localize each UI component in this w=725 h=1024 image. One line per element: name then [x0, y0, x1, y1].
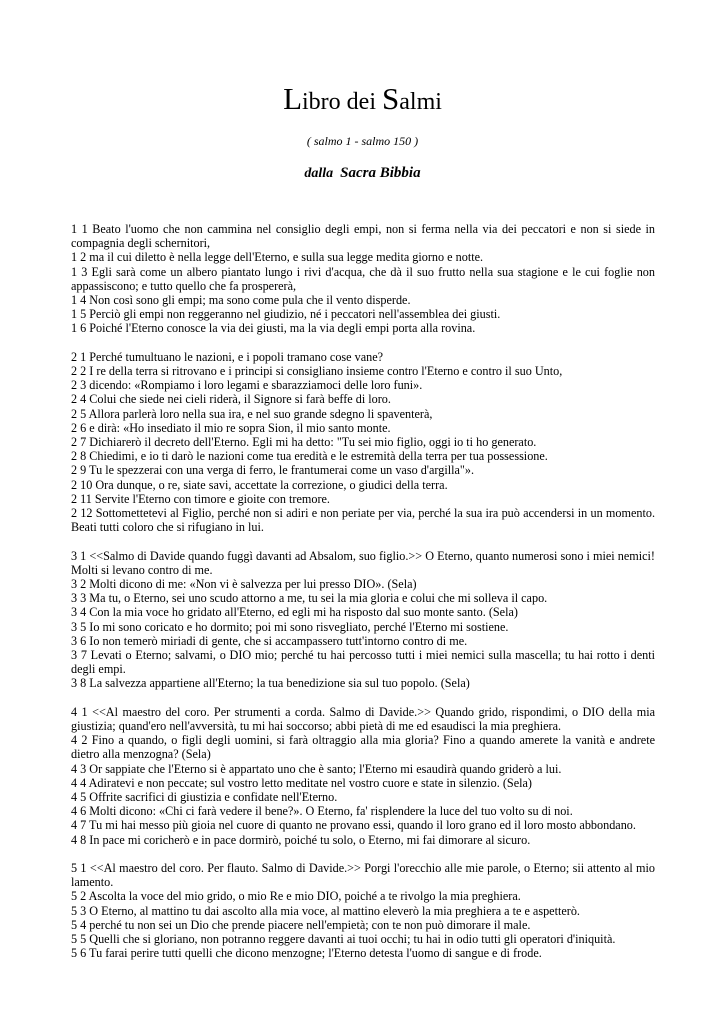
verse-text: 4 6 Molti dicono: «Chi ci farà vedere il bene?». O Eterno, fa' risplendere la luce del tuo volto su di noi.	[71, 804, 573, 819]
verse-text: 2 8 Chiedimi, e io ti darò le nazioni come tua eredità e le estremità della terra per tua possessione.	[71, 449, 548, 464]
verse-text: 3 6 Io non temerò miriadi di gente, che si accampassero tutt'intorno contro di me.	[71, 633, 468, 648]
verse-text: 1 4 Non così sono gli empi; ma sono come pula che il vento disperde.	[71, 293, 411, 308]
verse-text: 4 5 Offrite sacrifici di giustizia e confidate nell'Eterno.	[71, 790, 338, 805]
psalm-block	[71, 222, 655, 336]
verse-text: 2 6 e dirà: «Ho insediato il mio re sopra Sion, il mio santo monte.	[71, 420, 391, 435]
verse-text: 4 2 Fino a quando, o figli degli uomini, si farà oltraggio alla mia gloria? Fino a quando amerete la vanità e andrete dietro alla menzogna? (Sela)	[71, 733, 655, 762]
psalm-block	[71, 705, 655, 847]
verse-text: 1 5 Perciò gli empi non reggeranno nel giudizio, né i peccatori nell'assemblea dei giusti.	[71, 307, 501, 322]
verse-text: 2 5 Allora parlerà loro nella sua ira, e nel suo grande sdegno li spaventerà,	[71, 406, 433, 421]
verse-text: 3 5 Io mi sono coricato e ho dormito; poi mi sono risvegliato, perché l'Eterno mi sostiene.	[71, 619, 509, 634]
verse-text: 1 3 Egli sarà come un albero piantato lungo i rivi d'acqua, che dà il suo frutto nella sua stagione e le cui foglie non appassiscono; e tutto quello che fa prospererà,	[71, 264, 655, 293]
psalm-block	[71, 549, 655, 691]
verse-text: 5 3 O Eterno, al mattino tu dai ascolto alla mia voce, al mattino eleverò la mia preghiera a te e aspetterò.	[71, 903, 580, 918]
verse-text: 1 2 ma il cui diletto è nella legge dell'Eterno, e sulla sua legge medita giorno e notte.	[71, 250, 484, 265]
verse-text: 3 4 Con la mia voce ho gridato all'Eterno, ed egli mi ha risposto dal suo monte santo. (Sela)	[71, 605, 518, 620]
verse-text: 4 1 <<Al maestro del coro. Per strumenti a corda. Salmo di Davide.>> Quando grido, rispondimi, o DIO della mia giustizia; quand'ero nell'avversità, tu mi hai soccorso; abbi pietà di me ed esaudisci la mia preghiera.	[71, 704, 655, 734]
title-part-1: ibro dei	[302, 89, 382, 115]
verse-text: 4 4 Adiratevi e non peccate; sul vostro letto meditate nel vostro cuore e state in silenzio. (Sela)	[71, 775, 532, 790]
document-subtitle: ( salmo 1 - salmo 150 )	[306, 134, 419, 148]
document-body	[71, 222, 655, 975]
verse-text: 4 8 In pace mi coricherò e in pace dormirò, poiché tu solo, o Eterno, mi fai dimorare al sicuro.	[71, 832, 531, 847]
title-initial-s: S	[382, 81, 400, 116]
psalm-block	[71, 350, 655, 535]
verse-text: 5 2 Ascolta la voce del mio grido, o mio Re e mio DIO, poiché a te rivolgo la mia preghiera.	[71, 889, 521, 904]
verse-text: 5 5 Quelli che si gloriano, non potranno reggere davanti ai tuoi occhi; tu hai in odio tutti gli operatori d'iniquità.	[71, 932, 616, 947]
source-name: Sacra Bibbia	[340, 165, 421, 181]
verse-text: 3 7 Levati o Eterno; salvami, o DIO mio; perché tu hai percosso tutti i miei nemici sulla mascella; tu hai rotto i denti degli empi.	[71, 648, 655, 677]
source-prefix: dalla	[304, 166, 334, 181]
document-source	[0, 164, 725, 183]
verse-text: 2 3 dicendo: «Rompiamo i loro legami e sbarazziamoci delle loro funi».	[71, 378, 423, 393]
title-initial-l: L	[283, 81, 303, 116]
verse-text: 2 9 Tu le spezzerai con una verga di ferro, le frantumerai come un vaso d'argilla"».	[71, 463, 475, 478]
verse-text: 2 2 I re della terra si ritrovano e i principi si consigliano insieme contro l'Eterno e contro il suo Unto,	[71, 364, 563, 379]
verse-text: 5 4 perché tu non sei un Dio che prende piacere nell'empietà; con te non può dimorare il male.	[71, 917, 531, 932]
verse-text: 2 10 Ora dunque, o re, siate savi, accettate la correzione, o giudici della terra.	[71, 477, 448, 492]
verse-text: 5 6 Tu farai perire tutti quelli che dicono menzogne; l'Eterno detesta l'uomo di sangue e di frode.	[71, 946, 542, 961]
verse-text: 3 1 <<Salmo di Davide quando fuggì davanti ad Absalom, suo figlio.>> O Eterno, quanto numerosi sono i miei nemici! Molti si levano contro di me.	[71, 548, 655, 577]
title-part-2: almi	[399, 89, 442, 115]
verse-text: 4 7 Tu mi hai messo più gioia nel cuore di quanto ne provano essi, quando il loro grano ed il loro mosto abbondano.	[71, 818, 636, 833]
verse-text: 1 6 Poiché l'Eterno conosce la via dei giusti, ma la via degli empi porta alla rovina.	[71, 321, 476, 336]
verse-text: 5 1 <<Al maestro del coro. Per flauto. Salmo di Davide.>> Porgi l'orecchio alle mie parole, o Eterno; sii attento al mio lamento.	[71, 861, 655, 890]
verse-text: 2 12 Sottomettetevi al Figlio, perché non si adiri e non periate per via, perché la sua ira può accendersi in un momento. Beati tutti coloro che si rifugiano in lui.	[71, 506, 655, 535]
verse-text: 2 1 Perché tumultuano le nazioni, e i popoli tramano cose vane?	[71, 349, 384, 364]
document-title	[0, 81, 725, 117]
verse-text: 2 4 Colui che siede nei cieli riderà, il Signore si farà beffe di loro.	[71, 392, 391, 407]
psalm-block	[71, 861, 655, 960]
verse-text: 3 3 Ma tu, o Eterno, sei uno scudo attorno a me, tu sei la mia gloria e colui che mi solleva il capo.	[71, 591, 548, 606]
verse-text: 1 1 Beato l'uomo che non cammina nel consiglio degli empi, non si ferma nella via dei peccatori e non si siede in compagnia degli schernitori,	[71, 222, 655, 251]
verse-text: 2 7 Dichiarerò il decreto dell'Eterno. Egli mi ha detto: "Tu sei mio figlio, oggi io ti ho generato.	[71, 435, 537, 450]
verse-text: 3 2 Molti dicono di me: «Non vi è salvezza per lui presso DIO». (Sela)	[71, 577, 417, 592]
verse-text: 3 8 La salvezza appartiene all'Eterno; la tua benedizione sia sul tuo popolo. (Sela)	[71, 676, 470, 691]
verse-text: 2 11 Servite l'Eterno con timore e gioite con tremore.	[71, 491, 330, 506]
verse-text: 4 3 Or sappiate che l'Eterno si è appartato uno che è santo; l'Eterno mi esaudirà quando griderò a lui.	[71, 761, 562, 776]
